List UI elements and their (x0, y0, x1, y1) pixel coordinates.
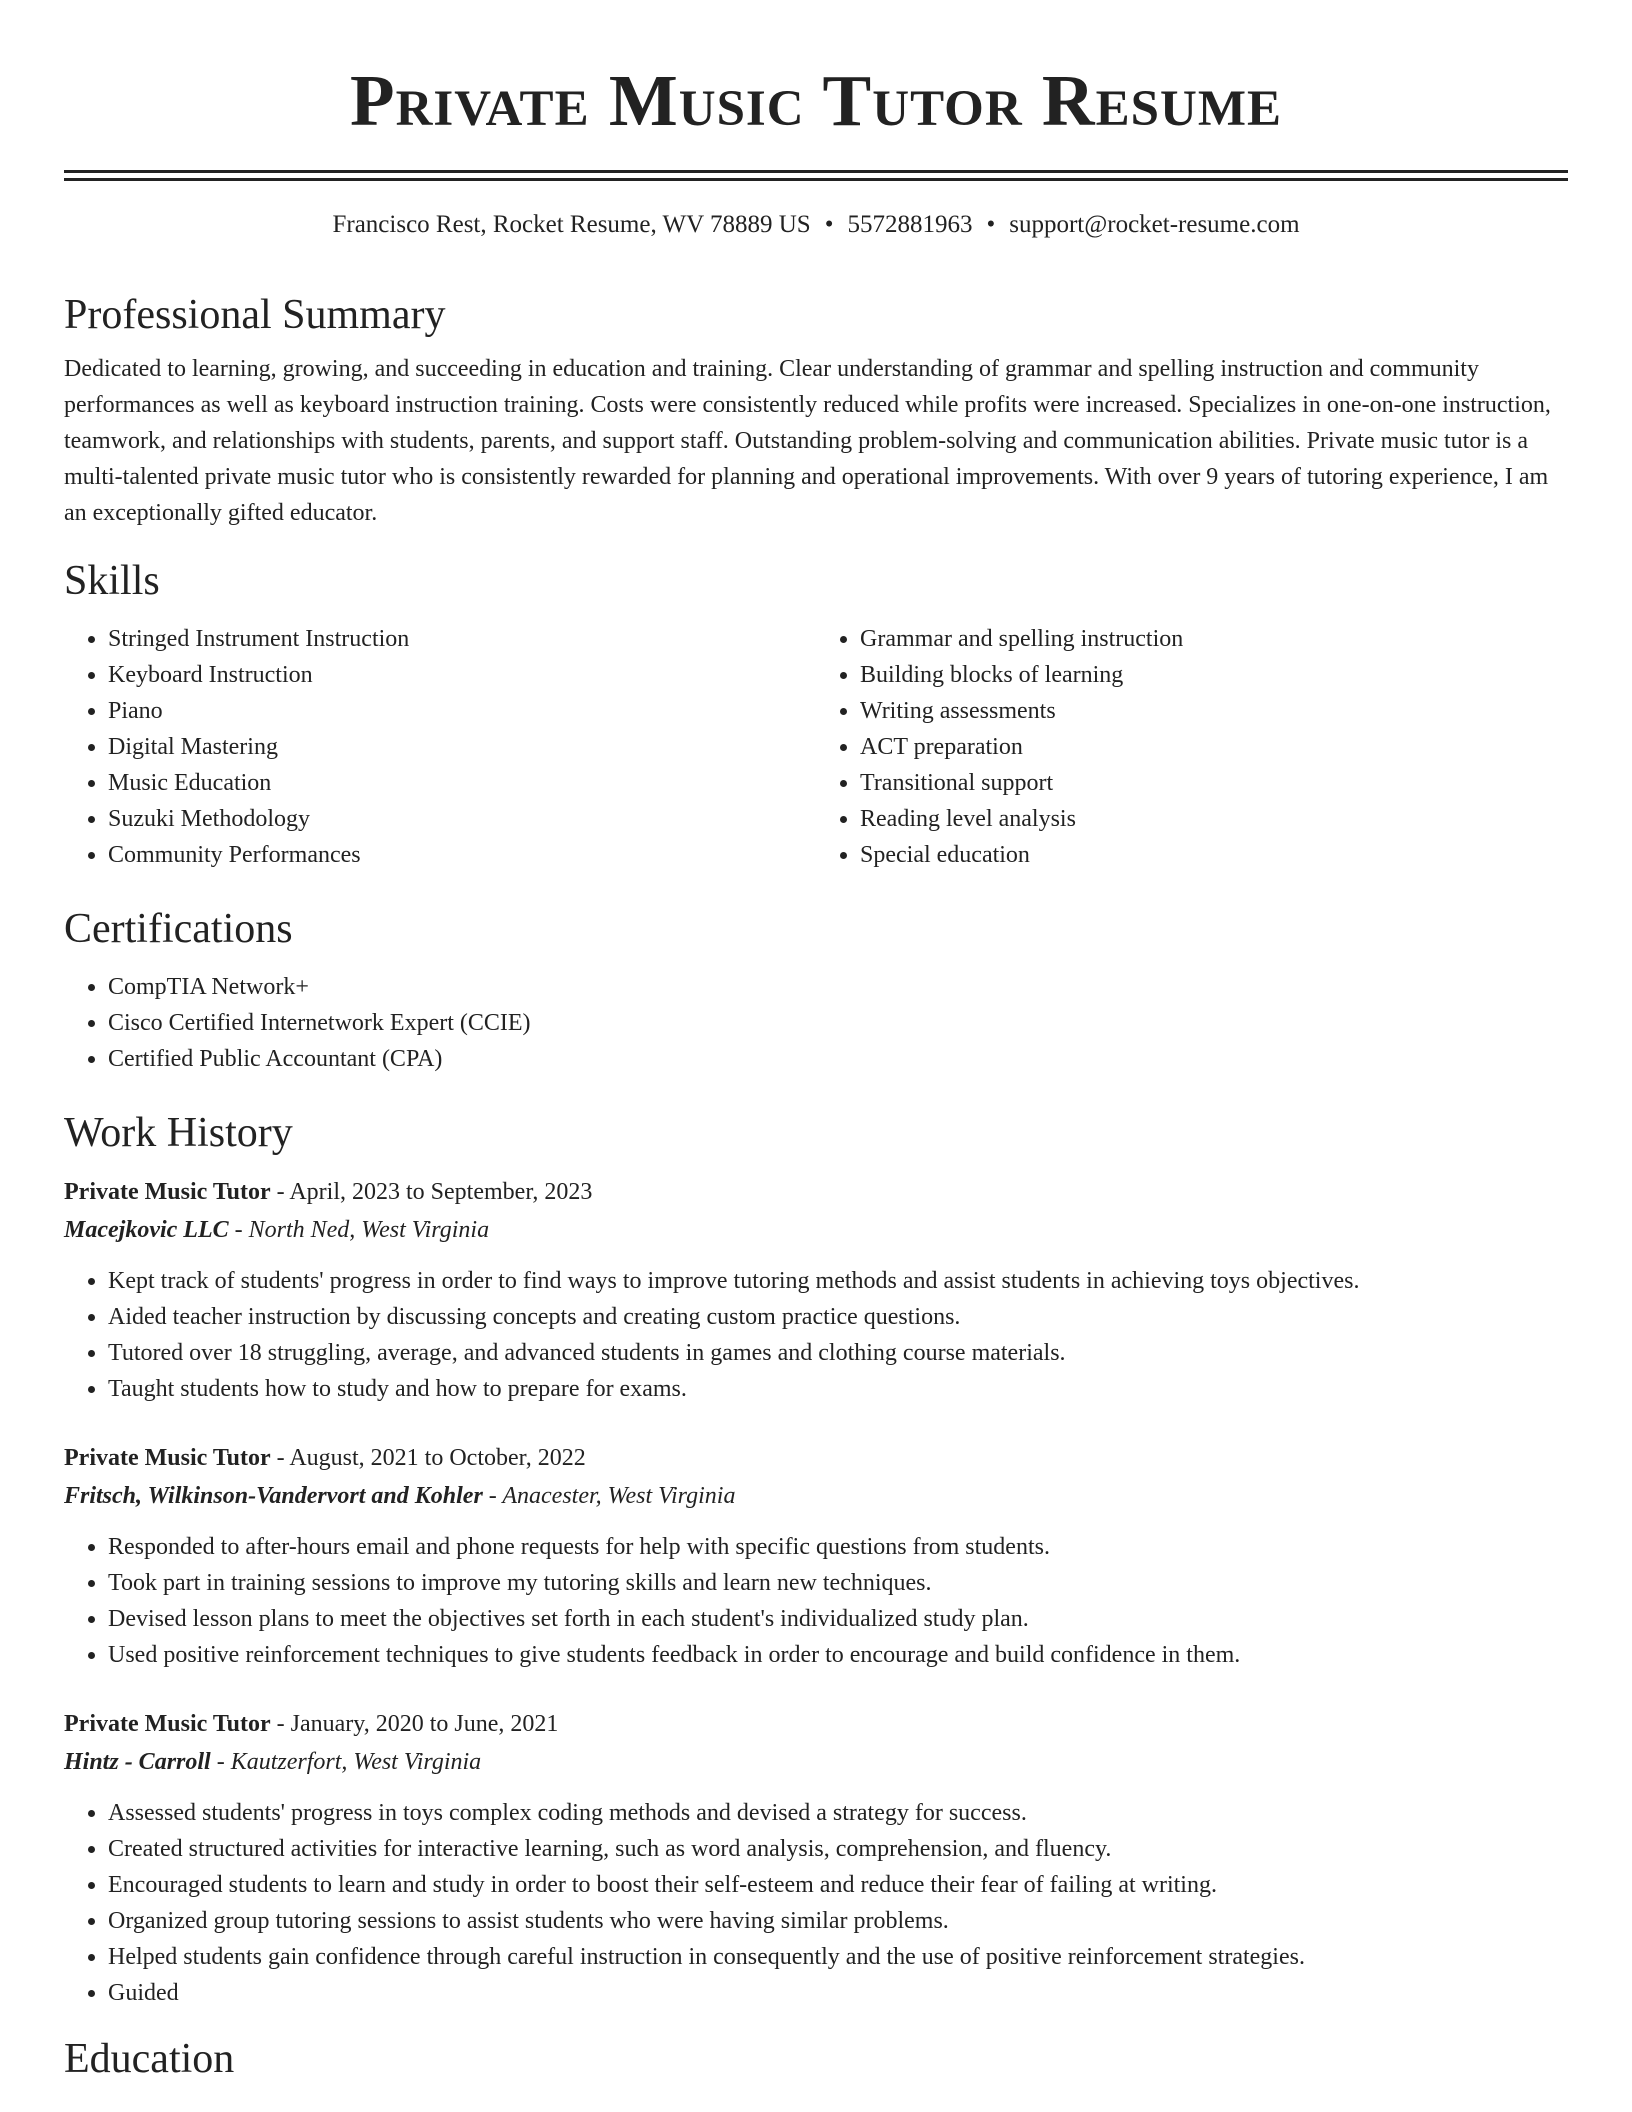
certifications-list (64, 969, 1568, 1077)
skill-item: • ACT preparation (860, 729, 1568, 765)
job-bullet: • Tutored over 18 struggling, average, and advanced students in games and clothing course materials. (108, 1335, 1568, 1371)
job-bullet: • Took part in training sessions to improve my tutoring skills and learn new techniques. (108, 1565, 1568, 1601)
summary-heading: Professional Summary (64, 292, 446, 338)
contact-separator: • (824, 211, 834, 238)
job-bullet: • Used positive reinforcement techniques to give students feedback in order to encourage and build confidence in them. (108, 1637, 1568, 1673)
job-title: Private Music Tutor (64, 1179, 271, 1205)
job-bullet: • Responded to after-hours email and phone requests for help with specific questions from students. (108, 1529, 1568, 1565)
job-dates: August, 2021 to October, 2022 (289, 1445, 586, 1471)
job-location: Anacester, West Virginia (502, 1483, 736, 1509)
job-heading (64, 1439, 1568, 1477)
skill-item: • Transitional support (860, 765, 1568, 801)
skill-item: • Writing assessments (860, 693, 1568, 729)
certifications-heading: Certifications (64, 906, 293, 952)
job-bullets (64, 1795, 1568, 2011)
job-bullet: • Taught students how to study and how to prepare for exams. (108, 1371, 1568, 1407)
job-dash: - (488, 1483, 497, 1509)
skill-item: • Suzuki Methodology (108, 801, 816, 837)
job-bullet: • Created structured activities for interactive learning, such as word analysis, comprehension, and fluency. (108, 1831, 1568, 1867)
skill-item: • Reading level analysis (860, 801, 1568, 837)
job-bullet: • Guided (108, 1975, 1568, 2011)
skill-item: • Grammar and spelling instruction (860, 621, 1568, 657)
job-heading (64, 1173, 1568, 1211)
skill-item: • Piano (108, 693, 816, 729)
skill-item: • Stringed Instrument Instruction (108, 621, 816, 657)
skill-item: • Digital Mastering (108, 729, 816, 765)
job-bullets (64, 1529, 1568, 1673)
job-entry (64, 1439, 1568, 1673)
job-location: North Ned, West Virginia (248, 1217, 490, 1243)
job-employer (64, 1477, 1568, 1515)
job-entry (64, 1173, 1568, 1407)
job-location: Kautzerfort, West Virginia (230, 1749, 482, 1775)
education-section (64, 2033, 1568, 2085)
job-employer (64, 1211, 1568, 1249)
skill-item: • Music Education (108, 765, 816, 801)
job-heading (64, 1705, 1568, 1743)
certification-item: • Cisco Certified Internetwork Expert (CCIE) (108, 1005, 1568, 1041)
skills-list-right (816, 621, 1568, 873)
summary-section (64, 289, 1568, 531)
certification-item: • Certified Public Accountant (CPA) (108, 1041, 1568, 1077)
summary-text: Dedicated to learning, growing, and succeeding in education and training. Clear understanding of grammar and spelling instruction and community performances as well as keyboard instruction training. Costs were consistently reduced while profits were increased. Specializes in one-on-one instruction, teamwork, and relationships with students, parents, and support staff. Outstanding problem-solving and communication abilities. Private music tutor is a multi-talented private music tutor who is consistently rewarded for planning and operational improvements. With over 9 years of tutoring experience, I am an exceptionally gifted educator. (64, 356, 1551, 526)
job-bullet: • Encouraged students to learn and study in order to boost their self-esteem and reduce their fear of failing at writing. (108, 1867, 1568, 1903)
skill-item: • Building blocks of learning (860, 657, 1568, 693)
certifications-section (64, 903, 1568, 1077)
job-title: Private Music Tutor (64, 1445, 271, 1471)
job-bullet: • Aided teacher instruction by discussing concepts and creating custom practice questions. (108, 1299, 1568, 1335)
skills-columns (64, 621, 1568, 873)
work-history-heading: Work History (64, 1110, 293, 1156)
title-divider (64, 170, 1568, 181)
skill-item: • Community Performances (108, 837, 816, 873)
work-history-section (64, 1107, 1568, 2011)
job-employer (64, 1743, 1568, 1781)
certification-item: • CompTIA Network+ (108, 969, 1568, 1005)
job-bullet: • Organized group tutoring sessions to assist students who were having similar problems. (108, 1903, 1568, 1939)
resume-content (64, 0, 1568, 2085)
job-bullet: • Devised lesson plans to meet the objectives set forth in each student's individualized study plan. (108, 1601, 1568, 1637)
skill-item: • Keyboard Instruction (108, 657, 816, 693)
contact-email: support@rocket-resume.com (1009, 211, 1300, 238)
contact-address: Francisco Rest, Rocket Resume, WV 78889 US (332, 211, 811, 238)
job-bullets (64, 1263, 1568, 1407)
job-bullet: • Kept track of students' progress in order to find ways to improve tutoring methods and assist students in achieving toys objectives. (108, 1263, 1568, 1299)
contact-phone: 5572881963 (847, 211, 973, 238)
job-dash: - (216, 1749, 225, 1775)
job-company: Fritsch, Wilkinson-Vandervort and Kohler (64, 1483, 483, 1509)
job-dash: - (276, 1711, 285, 1737)
job-company: Macejkovic LLC (64, 1217, 229, 1243)
job-bullet: • Helped students gain confidence through careful instruction in consequently and the use of positive reinforcement strategies. (108, 1939, 1568, 1975)
job-dash: - (234, 1217, 243, 1243)
job-title: Private Music Tutor (64, 1711, 271, 1737)
education-heading: Education (64, 2036, 235, 2082)
skills-list-left (64, 621, 816, 873)
job-dash: - (276, 1445, 285, 1471)
job-dates: January, 2020 to June, 2021 (290, 1711, 559, 1737)
job-entry (64, 1705, 1568, 2011)
skills-heading: Skills (64, 558, 160, 604)
job-bullet: • Assessed students' progress in toys complex coding methods and devised a strategy for success. (108, 1795, 1568, 1831)
job-dates: April, 2023 to September, 2023 (289, 1179, 593, 1205)
job-dash: - (276, 1179, 285, 1205)
contact-line (64, 209, 1568, 241)
skill-item: • Special education (860, 837, 1568, 873)
resume-title: Private Music Tutor Resume (349, 60, 1282, 141)
skills-section (64, 555, 1568, 873)
contact-separator: • (986, 211, 996, 238)
job-company: Hintz - Carroll (64, 1749, 211, 1775)
